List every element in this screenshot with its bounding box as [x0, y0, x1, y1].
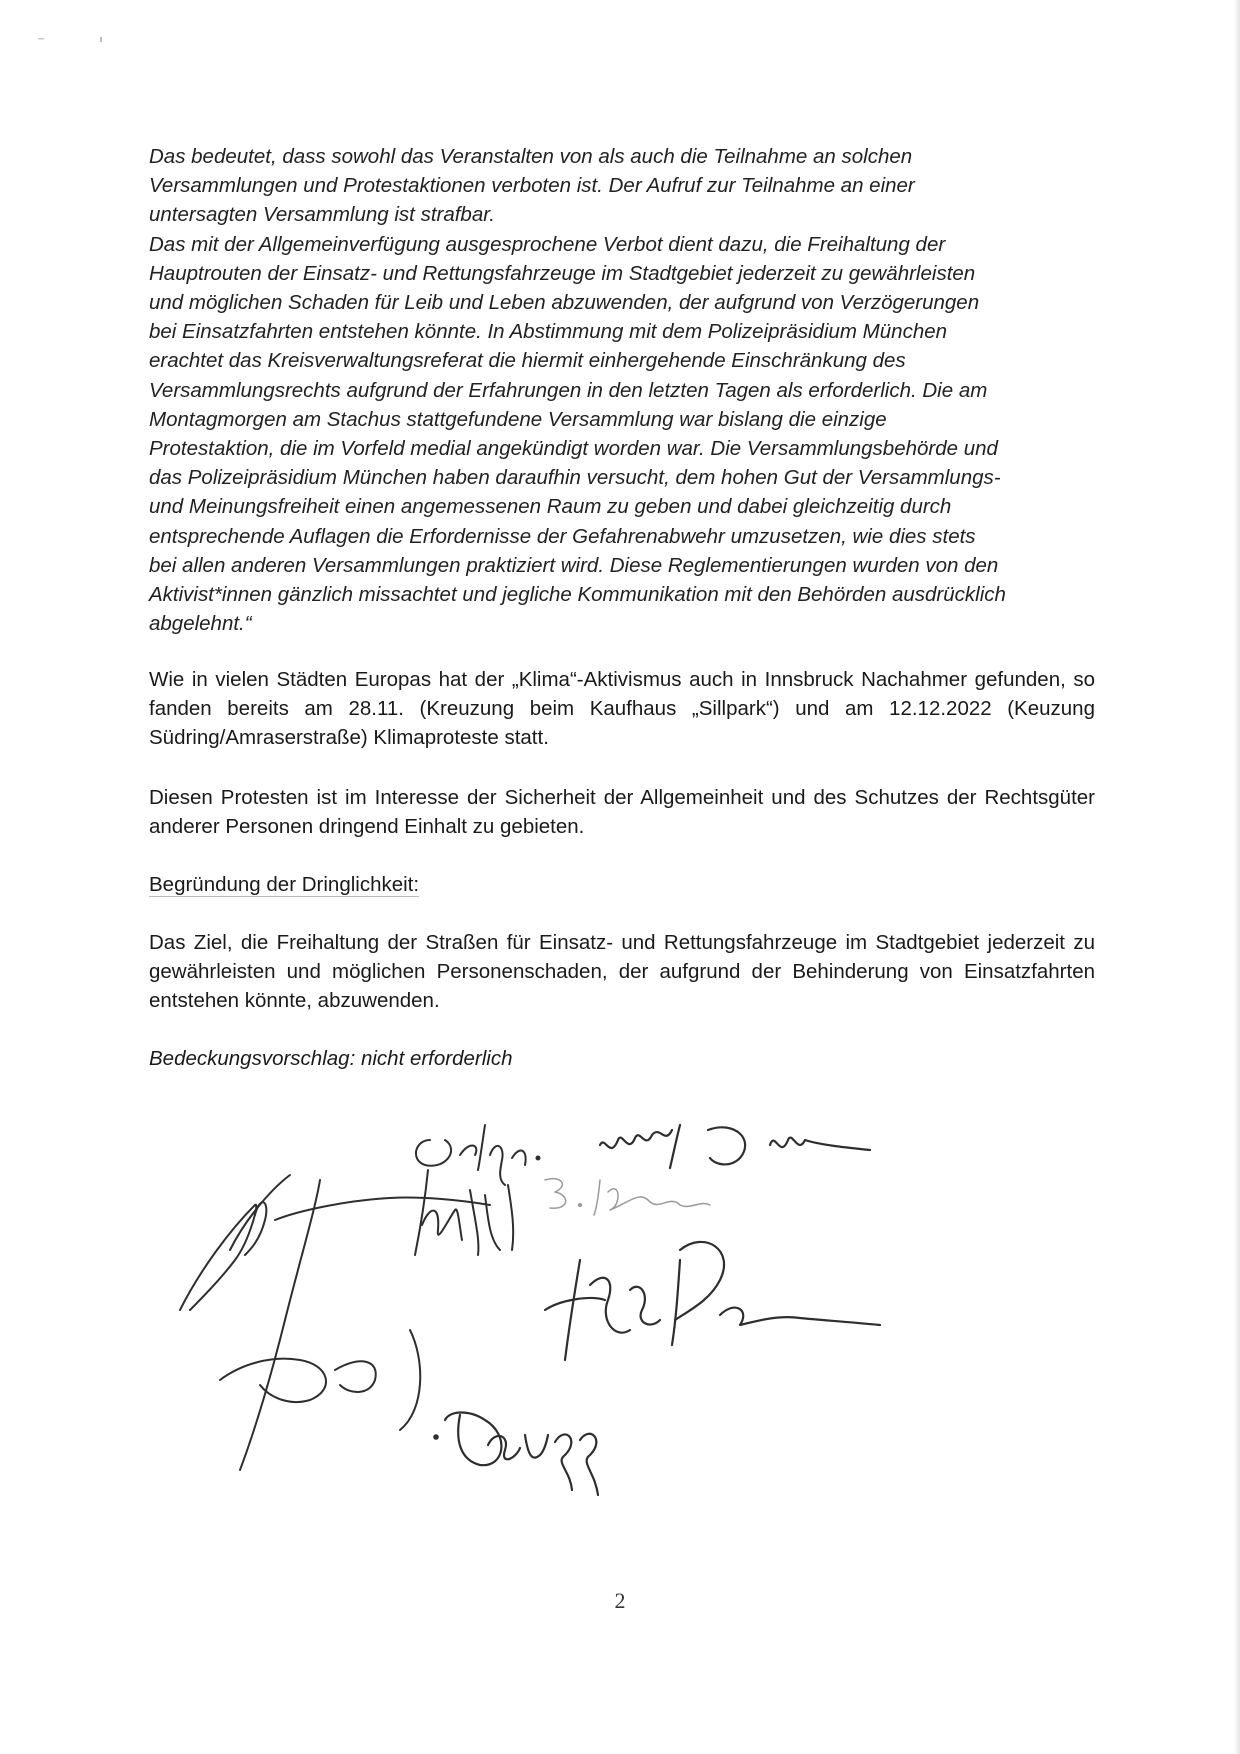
quote-line: und Meinungsfreiheit einen angemessenen Raum zu geben und dabei gleichzeitig durch [149, 495, 952, 519]
signature-anzengruber [415, 1170, 513, 1255]
scan-edge-shadow [1234, 0, 1240, 1754]
quote-line: Aktivist*innen gänzlich missachtet und jegliche Kommunikation mit den Behörden ausdrücklich [149, 583, 1006, 607]
quote-line: Protestaktion, die im Vorfeld medial angekündigt worden war. Die Versammlungsbehörde und [149, 437, 998, 461]
quote-line: das Polizeipräsidium München haben daraufhin versucht, dem hohen Gut der Versammlungs- [149, 466, 1001, 490]
heading-text: Begründung der Dringlichkeit: [149, 873, 420, 896]
quote-line: untersagten Versammlung ist strafbar. [149, 203, 495, 227]
signature-oellig [416, 1125, 540, 1185]
paragraph-klima-aktivismus: Wie in vielen Städten Europas hat der „Klima“-Aktivismus auch in Innsbruck Nachahmer gefunden, so fanden bereits am 28.11. (Kreuzung beim Kaufhaus „Sillpark“) und am 12.12.2022 (Keuzung Südring/Amraserstraße) Klimaproteste statt. [149, 668, 1095, 750]
quote-line: und möglichen Schaden für Leib und Leben abzuwenden, der aufgrund von Verzögerungen [149, 291, 980, 315]
handwritten-signatures [160, 1110, 1060, 1530]
quote-line: entsprechende Auflagen die Erfordernisse der Gefahrenabwehr umzusetzen, wie dies stets [149, 524, 976, 548]
quote-line: Montagmorgen am Stachus stattgefundene Versammlung war bislang die einzige [149, 407, 887, 431]
quote-line: Das mit der Allgemeinverfügung ausgesprochene Verbot dient dazu, die Freihaltung der [149, 232, 946, 256]
paragraph-ziel: Das Ziel, die Freihaltung der Straßen für Einsatz- und Rettungsfahrzeuge im Stadtgebiet jederzeit zu gewährleisten und möglichen Personenschaden, der aufgrund der Behinderung von Einsatzfahrten entstehen könnte, abzuwenden. [149, 931, 1095, 1013]
bedeckungsvorschlag: Bedeckungsvorschlag: nicht erforderlich [149, 1047, 513, 1070]
quote-line: Hauptrouten der Einsatz- und Rettungsfahrzeuge im Stadtgebiet jederzeit zu gewährleisten [149, 261, 976, 285]
signature-b-kaufmann [545, 1179, 710, 1215]
quote-line: Versammlungsrechts aufgrund der Erfahrungen in den letzten Tagen als erforderlich. Die am [149, 378, 988, 402]
quote-line: bei allen anderen Versammlungen praktiziert wird. Diese Reglementierungen wurden von den [149, 553, 999, 577]
signature-left [180, 1175, 490, 1470]
signature-deugg [445, 1413, 598, 1496]
quote-line: abgelehnt.“ [149, 612, 252, 636]
paragraph-einhalt: Diesen Protesten ist im Interesse der Sicherheit der Allgemeinheit und des Schutzes der Rechtsgüter anderer Personen dringend Einhalt zu gebieten. [149, 786, 1095, 839]
heading-begruendung-dringlichkeit [149, 870, 1095, 899]
quote-line: erachtet das Kreisverwaltungsreferat die hiermit einhergehende Einschränkung des [149, 349, 906, 373]
signature-bottom-right [545, 1242, 880, 1360]
page-number: 2 [614, 1588, 626, 1613]
signature-top-right [600, 1125, 870, 1168]
scan-specks [30, 30, 150, 50]
quoted-passage [149, 142, 1095, 638]
quote-line: Das bedeutet, dass sowohl das Veranstalten von als auch die Teilnahme an solchen [149, 145, 913, 168]
quote-line: Versammlungen und Protestaktionen verboten ist. Der Aufruf zur Teilnahme an einer [149, 174, 915, 198]
quote-line: bei Einsatzfahrten entstehen könnte. In Abstimmung mit dem Polizeipräsidium München [149, 320, 948, 344]
